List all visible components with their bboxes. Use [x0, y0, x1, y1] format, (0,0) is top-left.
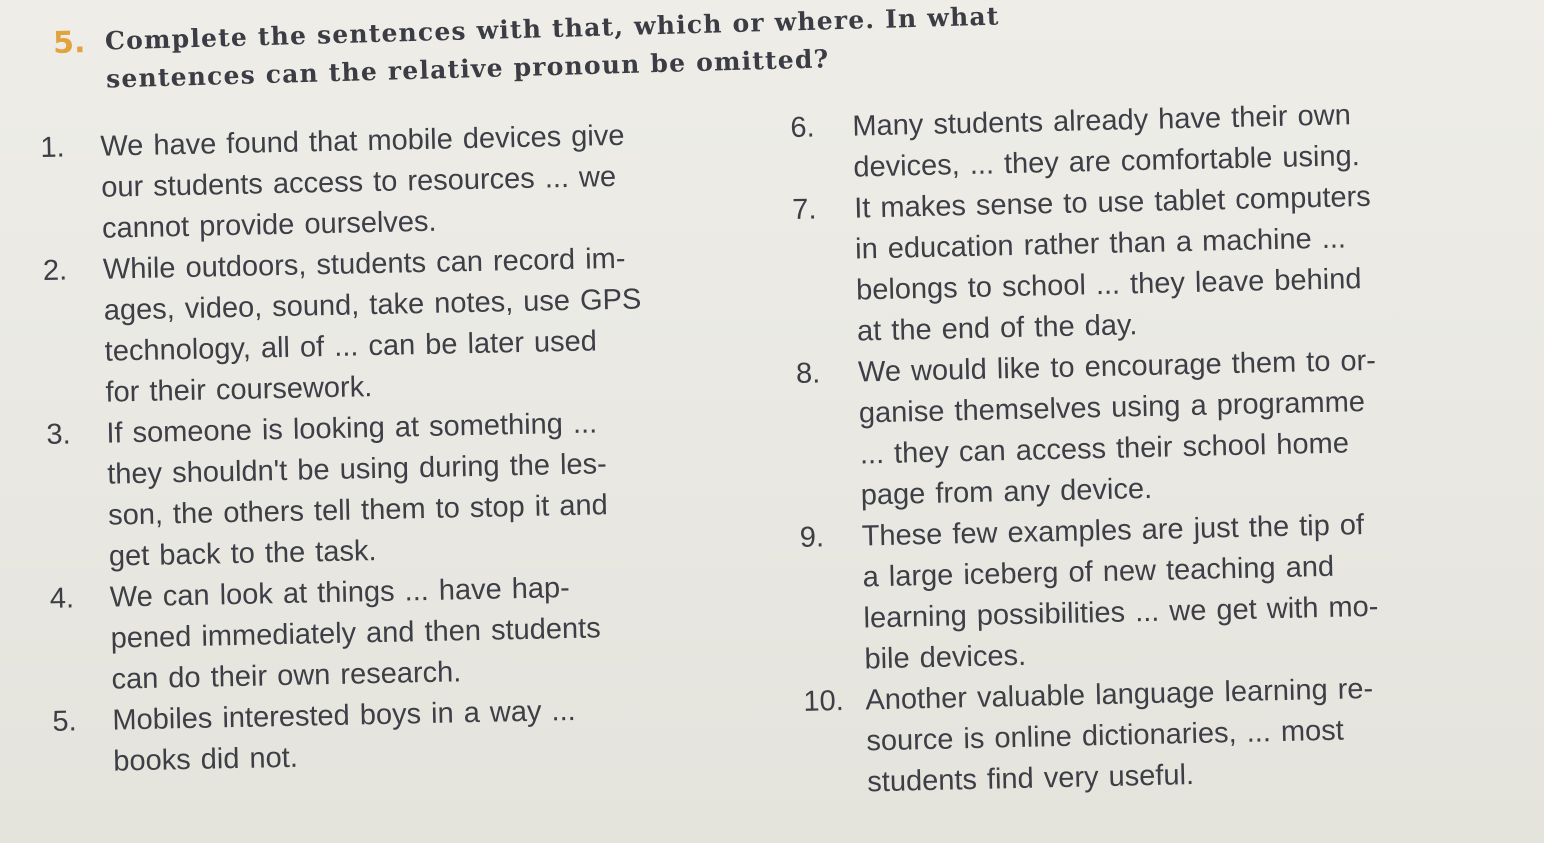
- item-number: 8.: [795, 357, 821, 390]
- sentence-line: students find very useful.: [866, 759, 1195, 799]
- exercise-item: [799, 502, 1503, 682]
- sentence-line: ages, video, sound, take notes, use GPS: [103, 283, 642, 327]
- sentence-line: belongs to school ... they leave behind: [855, 263, 1362, 307]
- item-sentence: [100, 114, 722, 250]
- sentence-line: While outdoors, students can record im-: [102, 242, 626, 286]
- item-number: 4.: [49, 582, 75, 615]
- sentence-line: Mobiles interested boys in a way ...: [112, 694, 576, 737]
- item-sentence: [106, 401, 729, 578]
- sentence-line: books did not.: [112, 741, 299, 778]
- sentence-line: It makes sense to use tablet computers: [853, 180, 1372, 225]
- exercise-item: [52, 688, 734, 784]
- item-number: 1.: [40, 131, 65, 164]
- exercise-item: [49, 565, 731, 702]
- item-sentence: [861, 502, 1503, 680]
- exercise-header: [52, 0, 1072, 94]
- exercise-item: [796, 338, 1500, 518]
- sentence-line: a large iceberg of new teaching and: [862, 550, 1335, 594]
- right-column: [790, 92, 1506, 805]
- sentence-line: devices, ... they are comfortable using.: [853, 140, 1361, 184]
- sentence-line: We have found that mobile devices give: [100, 119, 625, 163]
- exercise-number: 5.: [52, 25, 86, 61]
- item-sentence: [865, 666, 1506, 803]
- exercise-item: [43, 237, 726, 415]
- item-number: 5.: [52, 705, 77, 738]
- item-number: 6.: [790, 111, 815, 144]
- sentence-line: ... they can access their school home: [859, 427, 1350, 471]
- sentence-line: at the end of the day.: [856, 309, 1138, 348]
- sentence-line: they shouldn't be using during the les-: [106, 448, 608, 491]
- item-number: 7.: [791, 193, 817, 226]
- sentence-line: pened immediately and then students: [110, 612, 601, 655]
- item-number: 9.: [799, 521, 825, 554]
- sentence-line: Another valuable language learning re-: [865, 672, 1374, 717]
- sentence-line: Many students already have their own: [852, 99, 1352, 143]
- sentence-line: ganise themselves using a programme: [858, 386, 1366, 430]
- sentence-line: can do their own research.: [111, 656, 462, 696]
- sentence-line: These few examples are just the tip of: [861, 509, 1365, 553]
- item-sentence: [103, 237, 726, 414]
- item-number: 10.: [803, 684, 845, 718]
- sentence-line: source is online dictionaries, ... most: [866, 714, 1345, 758]
- sentence-line: cannot provide ourselves.: [101, 205, 437, 245]
- sentence-line: bile devices.: [864, 639, 1027, 676]
- left-column: [40, 114, 734, 784]
- item-sentence: [109, 565, 731, 701]
- sentence-line: learning possibilities ... we get with mo-: [863, 590, 1379, 635]
- sentence-line: our students access to resources ... we: [100, 160, 617, 204]
- exercise-item: [792, 174, 1496, 354]
- exercise-instruction-line-2: sentences can the relative pronoun be omitted?: [105, 44, 830, 94]
- item-number: 2.: [42, 254, 68, 287]
- sentence-line: We would like to encourage them to or-: [857, 344, 1377, 389]
- sentence-line: in education rather than a machine ...: [854, 222, 1347, 266]
- sentence-line: technology, all of ... can be later used: [104, 325, 598, 368]
- exercise-item: [40, 114, 722, 251]
- sentence-line: page from any device.: [860, 472, 1153, 512]
- exercise-instruction-line-1: Complete the sentences with that, which or where. In what: [104, 1, 1000, 56]
- sentence-line: for their coursework.: [105, 371, 373, 409]
- sentence-line: If someone is looking at something ...: [106, 407, 598, 450]
- sentence-line: son, the others tell them to stop it and: [107, 489, 608, 532]
- item-number: 3.: [46, 418, 71, 451]
- exercise-item: [46, 401, 729, 579]
- sentence-line: We can look at things ... have hap-: [109, 572, 571, 614]
- sentence-line: get back to the task.: [108, 535, 377, 573]
- item-sentence: [112, 688, 734, 783]
- exercise-item: [803, 666, 1506, 805]
- item-sentence: [852, 92, 1492, 188]
- item-sentence: [854, 174, 1496, 352]
- item-sentence: [858, 338, 1500, 516]
- exercise-item: [790, 92, 1492, 190]
